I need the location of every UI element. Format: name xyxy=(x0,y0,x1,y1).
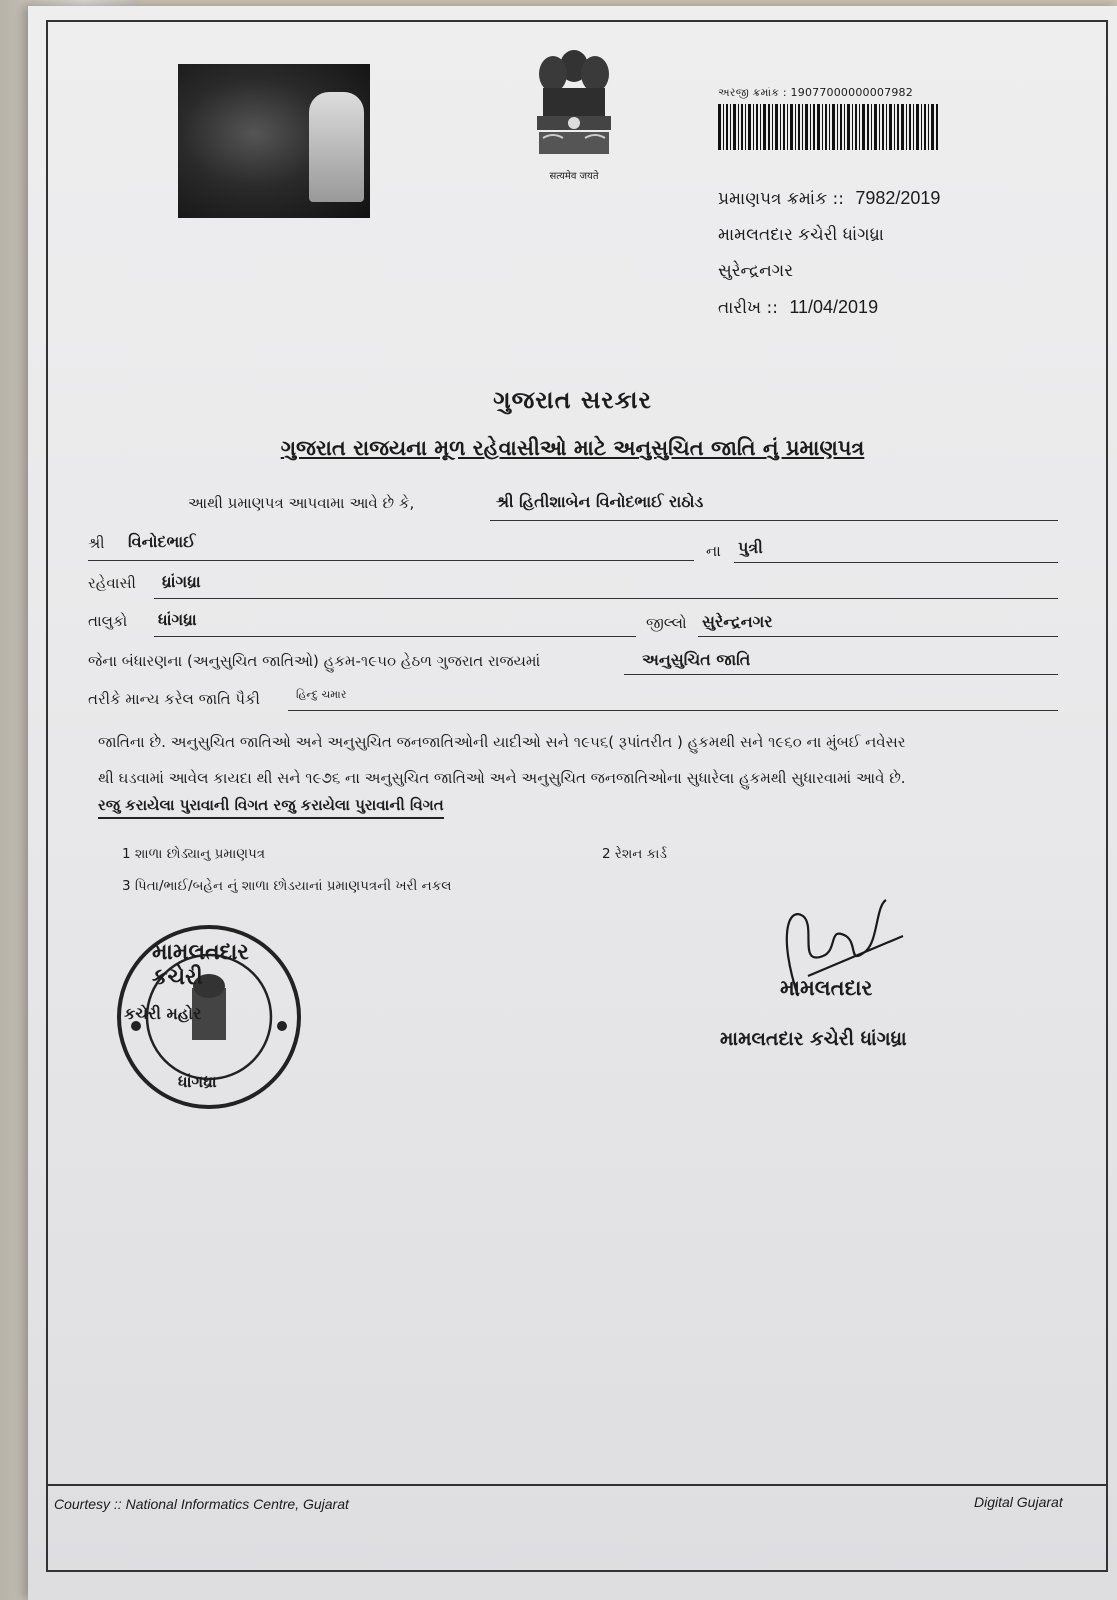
certificate-sheet xyxy=(28,6,1117,1600)
application-number-value: 19077000000007982 xyxy=(790,86,913,99)
resident-value: ધ્રાંગધ્રા xyxy=(162,572,201,591)
evidence-title: રજુ કરાયેલા પુરાવાની વિગત રજુ કરાયેલા પુરાવાની વિગત xyxy=(98,796,444,819)
signatory-title: મામલતદાર xyxy=(780,976,873,1000)
seal-bottom-text: ધાંગધ્રા xyxy=(178,1072,217,1091)
father-name-underline xyxy=(88,560,694,561)
category-underline xyxy=(624,674,1058,675)
barcode xyxy=(718,104,938,150)
relation-underline xyxy=(734,562,1058,563)
application-number xyxy=(718,86,913,100)
application-number-label: અરજી ક્રમાંક : xyxy=(718,86,787,99)
order-text: જેના બંધારણના (અનુસુચિત જાતિઓ) હુકમ-૧૯૫૦ હેઠળ ગુજરાત રાજયમાં xyxy=(88,652,541,670)
issue-date-label: તારીખ :: xyxy=(718,298,778,318)
certificate-number-line xyxy=(718,180,940,217)
applicant-name-underline xyxy=(490,520,1058,521)
government-title: ગુજરાત સરકાર xyxy=(493,386,652,414)
evidence-item-3: 3 પિતા/ભાઈ/બહેન નું શાળા છોડયાનાં પ્રમાણપત્રની ખરી નકલ xyxy=(122,878,452,894)
office-seal xyxy=(114,922,304,1112)
taluka-label: તાલુકો xyxy=(88,612,128,630)
seal-top-text: મામલતદાર કચેરી xyxy=(152,940,249,990)
category-value: અનુસુચિત જાતિ xyxy=(642,650,751,669)
applicant-name: શ્રી હિતીશાબેન વિનોદભાઈ રાઠોડ xyxy=(496,492,704,511)
issue-date-line xyxy=(718,289,940,326)
district-label: જીલ્લો xyxy=(646,614,687,632)
district-value: સુરેન્દ્રનગર xyxy=(702,612,773,631)
footer-courtesy: Courtesy :: National Informatics Centre, Gujarat xyxy=(54,1496,349,1512)
issuing-office: મામલતદાર કચેરી ધાંગધ્રા xyxy=(718,225,884,245)
certificate-title: ગુજરાત રાજયના મૂળ રહેવાસીઓ માટે અનુસુચિત જાતિ નું પ્રમાણપત્ર xyxy=(280,436,865,460)
certificate-number-label: પ્રમાણપત્ર ક્રમાંક :: xyxy=(718,189,844,209)
caste-underline xyxy=(288,710,1058,711)
evidence-item-2: 2 રેશન કાર્ડ xyxy=(602,846,667,862)
resident-label: રહેવાસી xyxy=(88,574,136,592)
taluka-underline xyxy=(154,636,636,637)
issuing-district: સુરેન્દ્રનગર xyxy=(718,261,793,281)
caste-value: હિન્દુ ચમાર xyxy=(296,688,347,701)
footer-divider xyxy=(46,1484,1108,1486)
lion-capital-icon xyxy=(529,44,619,162)
district-underline xyxy=(698,636,1058,637)
caste-label: તરીકે માન્ય કરેલ જાતિ પૈકી xyxy=(88,690,260,708)
national-emblem xyxy=(524,44,624,184)
seal-middle-text: કચેરી મહોર xyxy=(124,1004,202,1023)
evidence-item-1: 1 શાળા છોડ્યાનુ પ્રમાણપત્ર xyxy=(122,846,266,862)
intro-label: આથી પ્રમાણપત્ર આપવામા આવે છે કે, xyxy=(188,494,415,512)
certificate-meta xyxy=(718,180,940,326)
signatory-office: મામલતદાર કચેરી ધાંગધ્રા xyxy=(720,1028,907,1050)
father-name: વિનોદભાઈ xyxy=(128,532,196,551)
taluka-value: ધાંગધ્રા xyxy=(158,610,197,629)
issue-date: 11/04/2019 xyxy=(789,297,879,317)
resident-underline xyxy=(154,598,1058,599)
emblem-motto: सत्यमेव जयते xyxy=(549,171,599,182)
father-prefix: શ્રી xyxy=(88,534,105,552)
footer-brand: Digital Gujarat xyxy=(974,1494,1063,1510)
legal-paragraph-line-2: થી ઘડવામાં આવેલ કાયદા થી સને ૧૯૭૬ ના અનુસુચિત જાતિઓ અને અનુસુચિત જનજાતિઓના સુધારેલા હુકમથી સુધારવામાં આવે છે. xyxy=(98,769,906,787)
relation-label: ના xyxy=(706,542,721,560)
certificate-number: 7982/2019 xyxy=(855,188,941,208)
relation-value: પુત્રી xyxy=(738,538,763,557)
legal-paragraph-line-1: જાતિના છે. અનુસુચિત જાતિઓ અને અનુસુચિત જનજાતિઓની યાદીઓ સને ૧૯૫૬( રૂપાંતરીત ) હુકમથી સને ૧૯૬૦ ના મુંબઈ નવેસર xyxy=(98,733,906,751)
applicant-photo xyxy=(178,64,370,218)
